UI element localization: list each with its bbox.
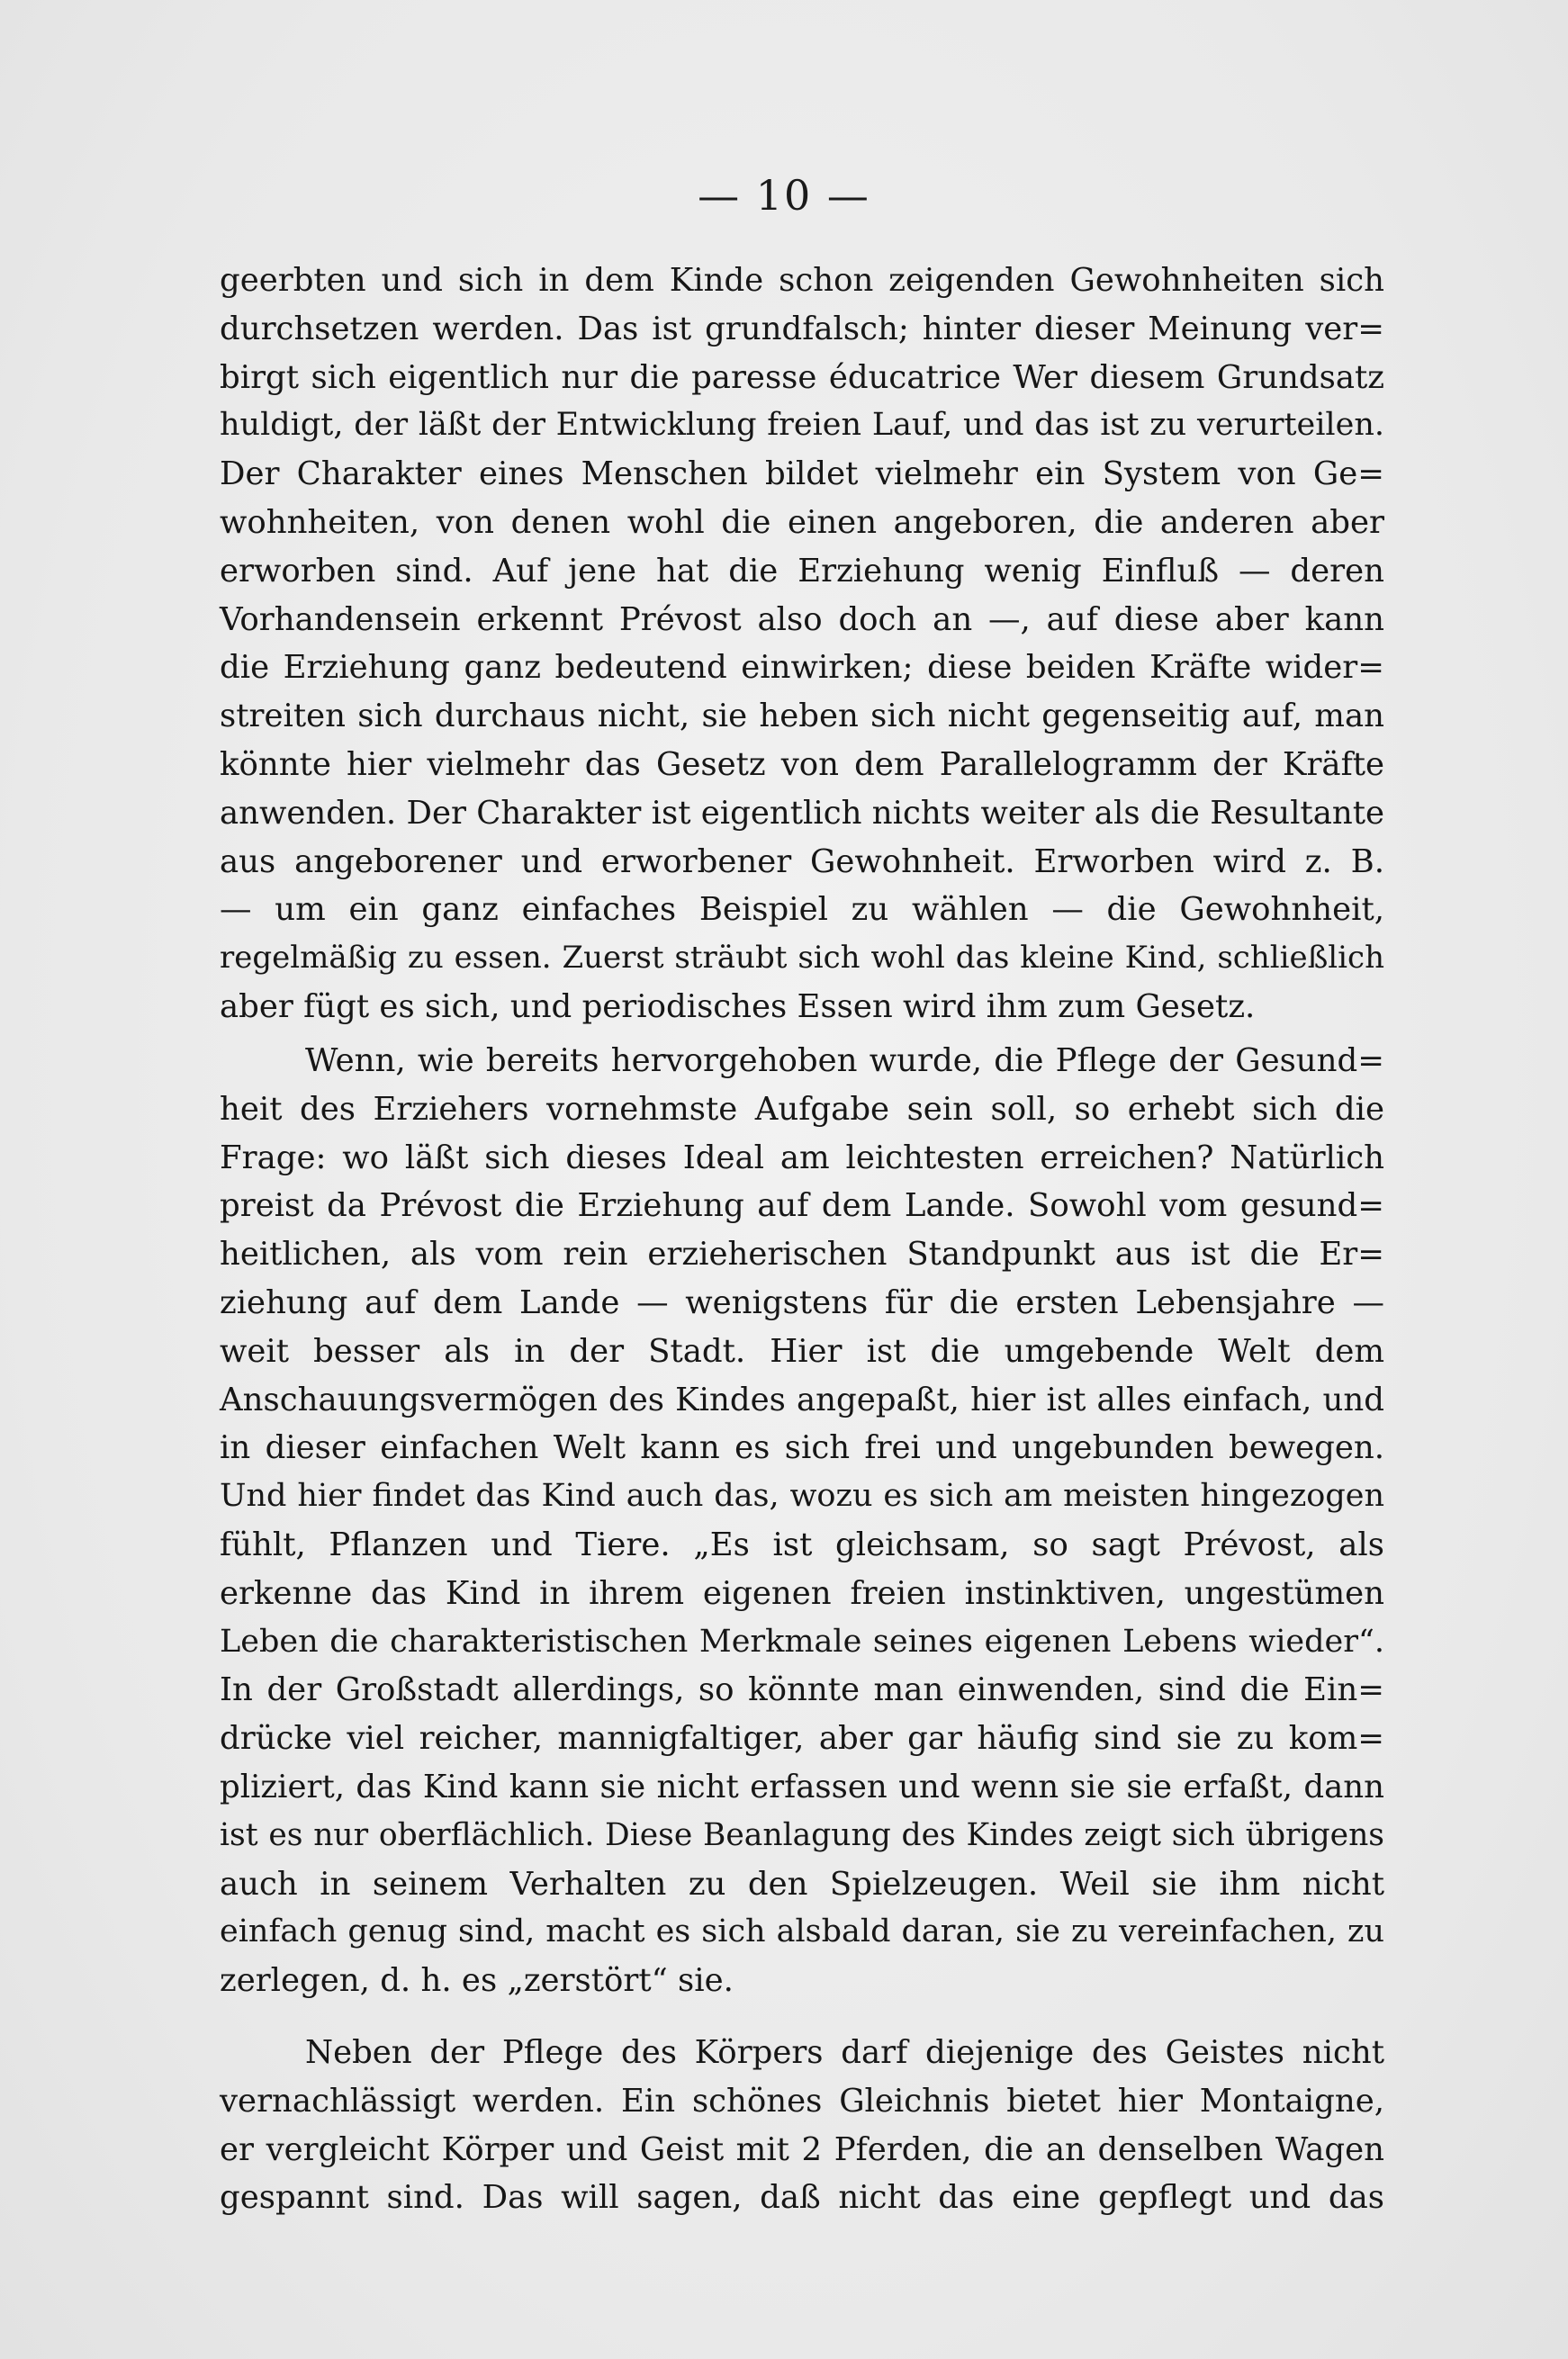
page-number: — 10 — [698, 171, 870, 220]
text-line: Vorhandensein erkennt Prévost also doch an —, auf diese aber kann [220, 600, 1384, 638]
text-line: regelmäßig zu essen. Zuerst sträubt sich wohl das kleine Kind, schließlich [220, 940, 1384, 977]
text-line: in dieser einfachen Welt kann es sich frei und ungebunden bewegen. [220, 1429, 1384, 1467]
text-line: könnte hier vielmehr das Gesetz von dem Parallelogramm der Kräfte [220, 745, 1384, 783]
text-line: fühlt, Pflanzen und Tiere. „Es ist gleichsam, so sagt Prévost, als [220, 1526, 1384, 1563]
text-line: Frage: wo läßt sich dieses Ideal am leichtesten erreichen? Natürlich [220, 1139, 1384, 1176]
text-line: erworben sind. Auf jene hat die Erziehung wenig Einfluß — deren [220, 552, 1384, 590]
text-line: anwenden. Der Charakter ist eigentlich nichts weiter als die Resultante [220, 794, 1384, 832]
paragraph-1 [220, 257, 1384, 1031]
text-line: ist es nur oberflächlich. Diese Beanlagung des Kindes zeigt sich übrigens [220, 1816, 1384, 1853]
text-line: birgt sich eigentlich nur die paresse éducatrice Wer diesem Grundsatz [220, 358, 1384, 396]
text-line: Neben der Pflege des Körpers darf diejenige des Geistes nicht [305, 2034, 1384, 2071]
text-line: gespannt sind. Das will sagen, daß nicht das eine gepflegt und das [220, 2179, 1384, 2217]
text-line: wohnheiten, von denen wohl die einen angeboren, die anderen aber [220, 503, 1384, 541]
text-line: — um ein ganz einfaches Beispiel zu wählen — die Gewohnheit, [220, 891, 1384, 929]
paragraph-3 [220, 2029, 1384, 2222]
text-line: Leben die charakteristischen Merkmale seines eigenen Lebens wieder“. [220, 1623, 1384, 1660]
text-line: erkenne das Kind in ihrem eigenen freien instinktiven, ungestümen [220, 1574, 1384, 1612]
text-line: ziehung auf dem Lande — wenigstens für die ersten Lebensjahre — [220, 1283, 1384, 1321]
text-line: huldigt, der läßt der Entwicklung freien Lauf, und das ist zu verurteilen. [220, 407, 1384, 444]
text-line: heitlichen, als vom rein erzieherischen Standpunkt aus ist die Er= [220, 1236, 1384, 1274]
text-line: pliziert, das Kind kann sie nicht erfassen und wenn sie sie erfaßt, dann [220, 1768, 1384, 1805]
text-line: Der Charakter eines Menschen bildet vielmehr ein System von Ge= [220, 455, 1384, 493]
text-line: vernachlässigt werden. Ein schönes Gleichnis bietet hier Montaigne, [220, 2082, 1384, 2120]
text-line: Anschauungsvermögen des Kindes angepaßt, hier ist alles einfach, und [220, 1381, 1384, 1418]
text-line: aus angeborener und erworbener Gewohnheit. Erworben wird z. B. [220, 842, 1384, 880]
text-line: durchsetzen werden. Das ist grundfalsch; hinter dieser Meinung ver= [220, 310, 1384, 347]
text-line: preist da Prévost die Erziehung auf dem Lande. Sowohl vom gesund= [220, 1187, 1384, 1225]
text-line: In der Großstadt allerdings, so könnte man einwenden, sind die Ein= [220, 1671, 1384, 1709]
text-line: streiten sich durchaus nicht, sie heben sich nicht gegenseitig auf, man [220, 698, 1384, 735]
text-line: die Erziehung ganz bedeutend einwirken; diese beiden Kräfte wider= [220, 649, 1384, 687]
text-line: weit besser als in der Stadt. Hier ist die umgebende Welt dem [220, 1332, 1384, 1370]
text-line: geerbten und sich in dem Kinde schon zeigenden Gewohnheiten sich [220, 262, 1384, 299]
paragraph-2 [220, 1037, 1384, 2005]
text-line: einfach genug sind, macht es sich alsbald daran, sie zu vereinfachen, zu [220, 1913, 1384, 1950]
text-line: aber fügt es sich, und periodisches Essen wird ihm zum Gesetz. [220, 987, 1256, 1025]
text-line: drücke viel reicher, mannigfaltiger, aber gar häufig sind sie zu kom= [220, 1720, 1384, 1758]
text-line: er vergleicht Körper und Geist mit 2 Pferden, die an denselben Wagen [220, 2130, 1384, 2168]
text-line: zerlegen, d. h. es „zerstört“ sie. [220, 1962, 734, 2000]
text-line: Und hier findet das Kind auch das, wozu es sich am meisten hingezogen [220, 1478, 1384, 1515]
text-line: Wenn, wie bereits hervorgehoben wurde, die Pflege der Gesund= [305, 1042, 1384, 1079]
text-line: auch in seinem Verhalten zu den Spielzeugen. Weil sie ihm nicht [220, 1865, 1384, 1903]
text-line: heit des Erziehers vornehmste Aufgabe sein soll, so erhebt sich die [220, 1090, 1384, 1128]
